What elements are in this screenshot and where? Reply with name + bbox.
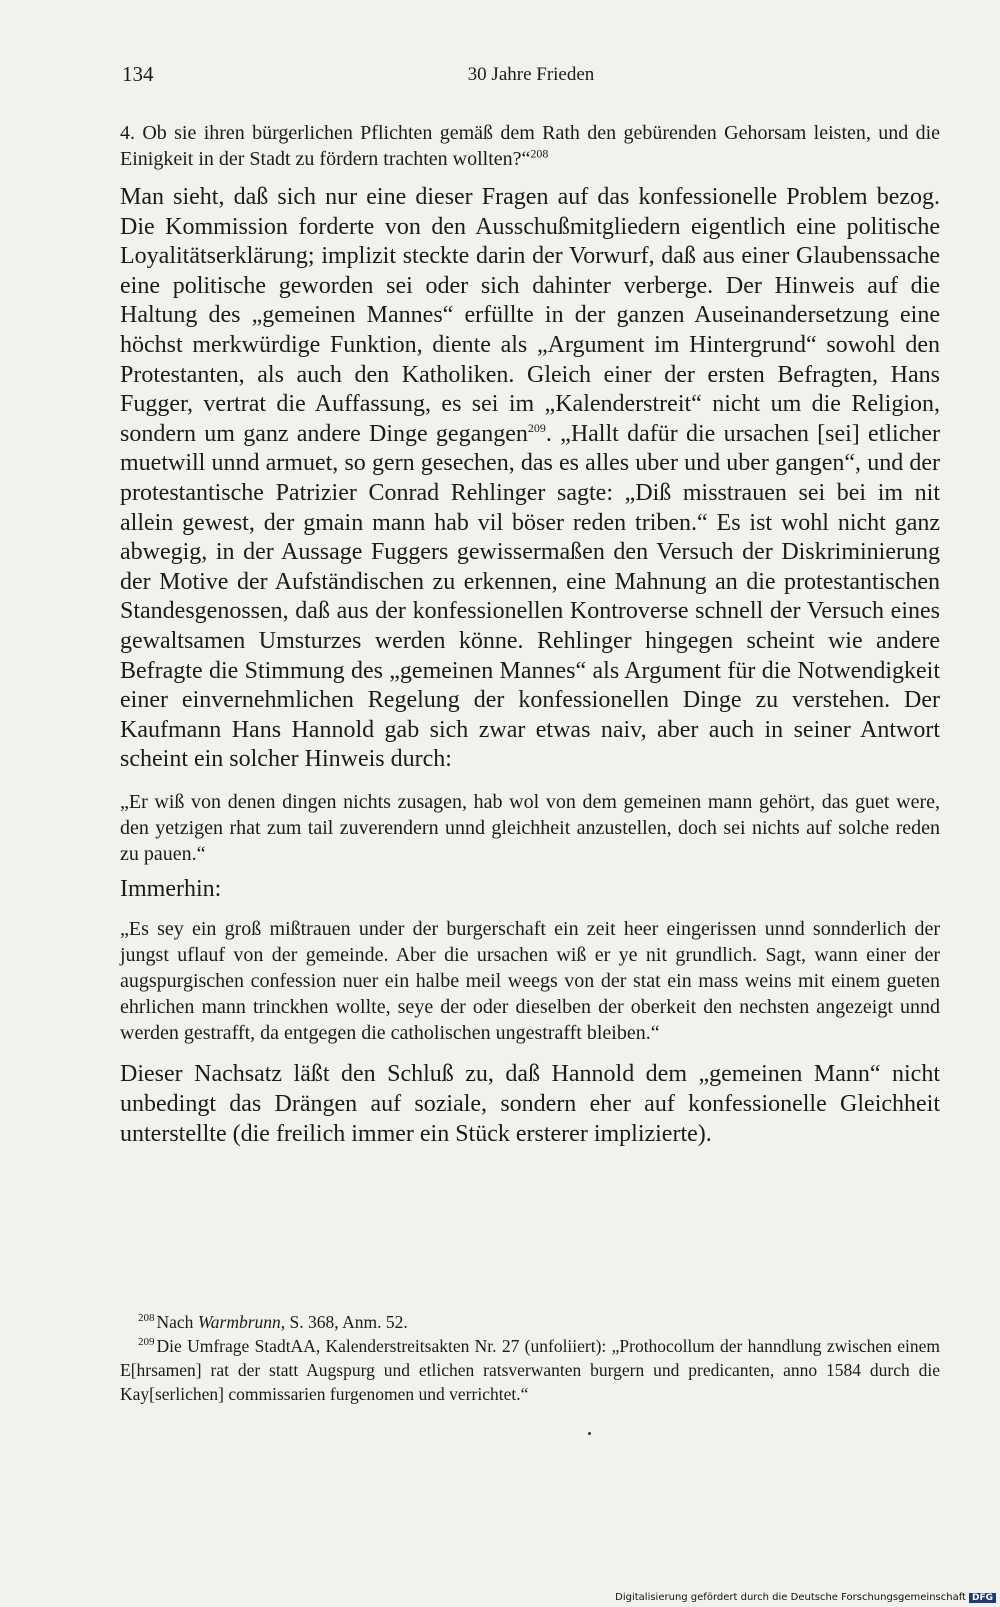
page-header <box>122 62 940 92</box>
digitization-credit <box>615 1592 996 1603</box>
body-text <box>120 120 940 1149</box>
footnote-number: 209 <box>138 1336 155 1349</box>
footnote-ref-209[interactable]: 209 <box>527 420 546 435</box>
footnote-number: 208 <box>138 1312 155 1325</box>
dfg-logo: DFG <box>969 1593 996 1603</box>
block-quote: „Er wiß von denen dingen nichts zusagen, hab wol von dem gemeinen mann gehört, das guet were, den yetzigen rhat zum tail zuverendern unnd gleichheit anzustellen, doch sei nichts auf solche reden zu pauen.“ <box>120 790 940 865</box>
page-number: 134 <box>122 62 154 86</box>
running-title: 30 Jahre Frieden <box>467 64 595 85</box>
paragraph <box>120 183 940 775</box>
paragraph-text-part2: . „Hallt dafür die ursachen [sei] etlicher muetwill unnd armuet, so gern gesechen, das es alles uber und uber gangen“, und der protestantische Patrizier Conrad Rehlinger sagte: „Diß misstrauen sei bei im nit allein gewest, der gmain mann hab vil böser reden triben.“ Es ist wohl nicht ganz abwegig, in der Aussage Fuggers gewissermaßen den Versuch der Diskriminierung der Motive der Aufständischen zu erkennen, eine Mahnung an die protestantischen Standesgenossen, daß aus der konfessionellen Kontroverse schnell der Versuch eines gewaltsamen Umsturzes werden könne. Rehlinger hingegen scheint wie andere Befragte die Stimmung des „gemeinen Mannes“ als Argument für die Notwendigkeit einer einvernehmlichen Regelung der konfessionellen Dinge zu verstehen. Der Kaufmann Hans Hannold gab sich zwar etwas naiv, aber auch in seiner Antwort scheint ein solcher Hinweis durch: <box>120 420 941 773</box>
footnote-author: Warmbrunn <box>197 1312 281 1332</box>
paragraph: Dieser Nachsatz läßt den Schluß zu, daß Hannold dem „gemeinen Mann“ nicht unbedingt das Drängen auf soziale, sondern eher auf konfessionelle Gleichheit unterstellte (die freilich immer ein Stück ersterer implizierte). <box>120 1061 940 1147</box>
block-quote <box>120 120 940 172</box>
credit-text: Digitalisierung gefördert durch die Deutsche Forschungsgemeinschaft <box>615 1592 966 1603</box>
footnote-209 <box>120 1334 940 1406</box>
paragraph-immerhin: Immerhin: <box>120 875 222 902</box>
footnote-ref-208[interactable]: 208 <box>530 146 549 161</box>
paragraph-text-part1: Man sieht, daß sich nur eine dieser Fragen auf das konfessionelle Problem bezog. Die Kommission forderte von den Ausschußmitgliedern eigentlich eine politische Loyalitätserklärung; implizit steckte darin der Vorwurf, daß aus einer Glaubenssache eine politische geworden sei oder sich dahinter verberge. Der Hinweis auf die Haltung des „gemeinen Mannes“ erfüllte in der ganzen Auseinandersetzung eine höchst merkwürdige Funktion, diente als „Argument im Hintergrund“ sowohl den Protestanten, als auch den Katholiken. Gleich einer der ersten Befragten, Hans Fugger, vertrat die Auffassung, es sei im „Kalenderstreit“ nicht um die Religion, sondern um ganz andere Dinge gegangen <box>120 184 940 447</box>
footnote-text: Die Umfrage StadtAA, Kalenderstreitsakten Nr. 27 (unfoliiert): „Prothocollum der hanndlung zwischen einem E[hrsamen] rat der statt Augspurg und etlichen ratsverwanten burgern und predicanten, anno 1584 durch die Kay[serlichen] commissarien furgenomen und verrichtet.“ <box>120 1336 940 1404</box>
footnote-208 <box>120 1310 940 1334</box>
scan-speck <box>588 1432 591 1435</box>
footnote-text: , S. 368, Anm. 52. <box>280 1312 408 1332</box>
block-quote: „Es sey ein groß mißtrauen under der burgerschaft ein zeit heer eingerissen unnd sonnderlich der jungst uflauf von der gemeinde. Aber die ursachen wiß er ye nit grundlich. Sagt, wann einer der augspurgischen confession nuer ein halbe meil weegs von der stat ein mass weins mit einem gueten ehrlichen mann trinckhen wollte, seye der oder dieselben der oberkeit den nechsten angezeigt unnd werden gestrafft, da entgegen die catholischen ungestrafft bleiben.“ <box>120 918 940 1045</box>
quote-text: 4. Ob sie ihren bürgerlichen Pflichten gemäß dem Rath den gebürenden Gehorsam leisten, und die Einigkeit in der Stadt zu fördern trachten wollten?“ <box>120 122 940 170</box>
footnote-text: Nach <box>156 1312 198 1332</box>
footnotes <box>120 1310 940 1406</box>
